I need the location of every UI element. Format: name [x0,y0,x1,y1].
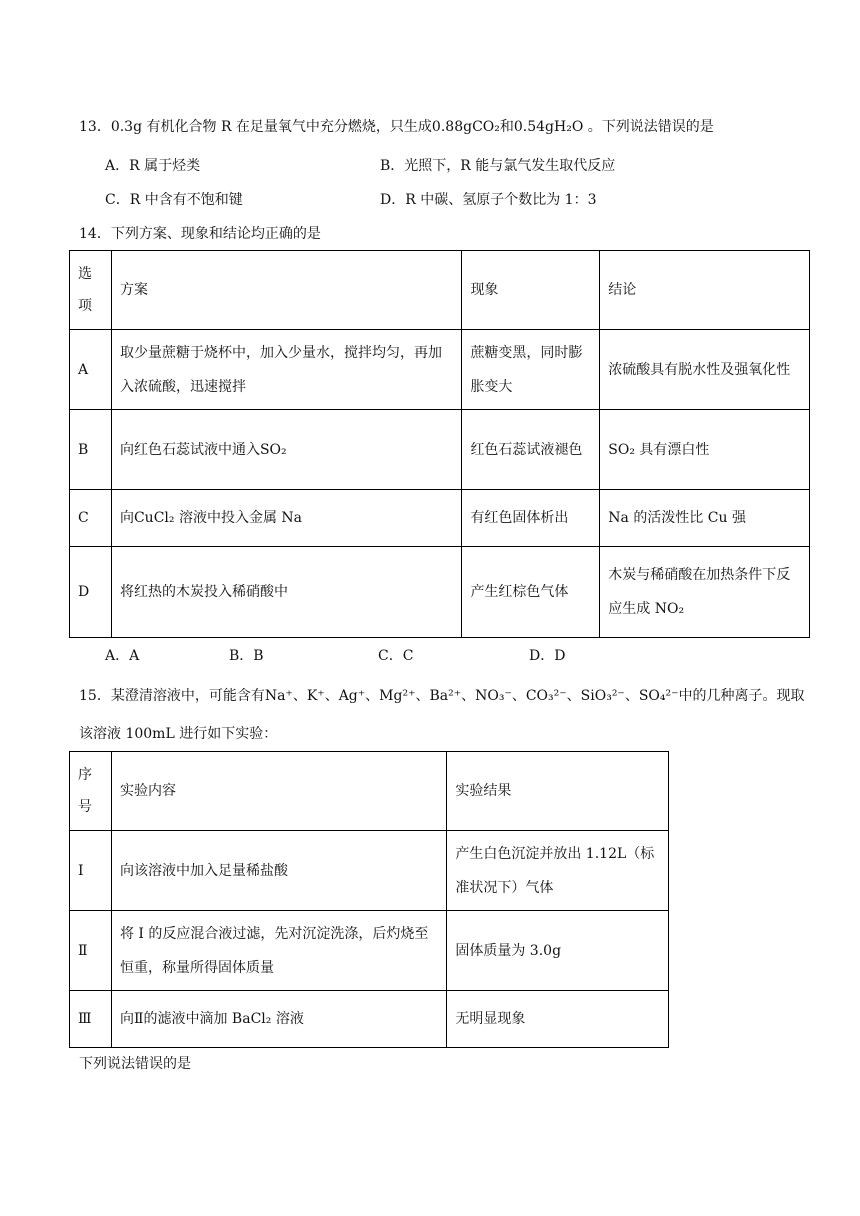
q13-option-b: B．光照下，R 能与氯气发生取代反应 [380,158,616,174]
q14-phenomenon: 有红色固体析出 [462,490,600,547]
q15-row-result: 固体质量为 3.0g [447,911,669,991]
q14-phenomenon: 蔗糖变黑，同时膨胀变大 [462,330,600,410]
q15-row-2 [70,911,669,991]
q14-header-option: 选项 [70,251,112,330]
q14-stem: 14．下列方案、现象和结论均正确的是 [79,226,321,242]
q14-header-plan: 方案 [111,251,461,330]
q14-option-label: C [70,490,112,547]
q15-stem: 15．某澄清溶液中，可能含有Na⁺、K⁺、Ag⁺、Mg²⁺、Ba²⁺、NO₃⁻、CO₃²⁻、SiO₃²⁻、SO₄²⁻中的几种离子。现取 [79,688,805,704]
q15-header-result: 实验结果 [447,752,669,831]
q15-header-no: 序号 [70,752,112,831]
q14-conclusion: 木炭与稀硝酸在加热条件下反应生成 NO₂ [600,547,810,638]
q14-row-c [70,490,810,547]
q14-conclusion: 浓硫酸具有脱水性及强氧化性 [600,330,810,410]
q15-row-content: 将 I 的反应混合液过滤，先对沉淀洗涤，后灼烧至恒重，称量所得固体质量 [111,911,446,991]
q15-stem-line2: 该溶液 100mL 进行如下实验： [79,726,278,742]
q14-option-a: A．A [105,648,140,664]
q13-option-c: C．R 中含有不饱和键 [105,192,243,208]
q15-ion-na: Na⁺ [264,688,293,704]
q15-ion-sio3: SiO₃²⁻ [580,688,625,704]
q15-row-result: 无明显现象 [447,991,669,1048]
q15-ion-ba: Ba²⁺ [429,688,462,704]
q15-row-no: Ⅱ [70,911,112,991]
q15-row-content: 向Ⅱ的滤液中滴加 BaCl₂ 溶液 [111,991,446,1048]
q14-plan: 取少量蔗糖于烧杯中，加入少量水，搅拌均匀，再加入浓硫酸，迅速搅拌 [111,330,461,410]
q15-row-content: 向该溶液中加入足量稀盐酸 [111,831,446,911]
q14-header-conclusion: 结论 [600,251,810,330]
q15-row-result: 产生白色沉淀并放出 1.12L（标准状况下）气体 [447,831,669,911]
q14-plan: 向红色石蕊试液中通入SO₂ [111,410,461,490]
q13-option-d: D．R 中碳、氢原子个数比为 1：3 [380,192,597,208]
q14-plan: 将红热的木炭投入稀硝酸中 [111,547,461,638]
q14-option-label: A [70,330,112,410]
q14-option-label: D [70,547,112,638]
q15-stem-suffix: 中的几种离子。现取 [678,688,805,704]
q15-row-1 [70,831,669,911]
q15-ion-mg: Mg²⁺ [379,688,416,704]
q14-plan: 向CuCl₂ 溶液中投入金属 Na [111,490,461,547]
q14-option-c: C．C [378,648,414,664]
q15-ion-co3: CO₃²⁻ [525,688,567,704]
q15-table [69,751,669,1048]
q15-footer: 下列说法错误的是 [79,1056,191,1072]
q15-ion-so4: SO₄²⁻ [638,688,679,704]
q14-phenomenon: 产生红棕色气体 [462,547,600,638]
q15-ion-no3: NO₃⁻ [475,688,512,704]
q15-header-row [70,752,669,831]
q14-conclusion: Na 的活泼性比 Cu 强 [600,490,810,547]
q15-ion-k: K⁺ [306,688,325,704]
q14-row-b [70,410,810,490]
q14-option-label: B [70,410,112,490]
q15-stem-prefix: 15．某澄清溶液中，可能含有 [79,688,265,704]
q15-row-no: Ⅲ [70,991,112,1048]
q14-row-d [70,547,810,638]
q13-option-a: A．R 属于烃类 [105,158,201,174]
q14-phenomenon: 红色石蕊试液褪色 [462,410,600,490]
q14-header-row [70,251,810,330]
q15-header-content: 实验内容 [111,752,446,831]
q13-stem: 13．0.3g 有机化合物 R 在足量氧气中充分燃烧，只生成0.88gCO₂和0.54gH₂O 。下列说法错误的是 [79,119,714,135]
q14-header-phenomenon: 现象 [462,251,600,330]
q14-option-d: D．D [529,648,566,664]
q14-conclusion: SO₂ 具有漂白性 [600,410,810,490]
q15-row-no: I [70,831,112,911]
q15-ion-ag: Ag⁺ [338,688,366,704]
q14-row-a [70,330,810,410]
q14-table [69,250,810,638]
q15-row-3 [70,991,669,1048]
q14-option-b: B．B [229,648,264,664]
